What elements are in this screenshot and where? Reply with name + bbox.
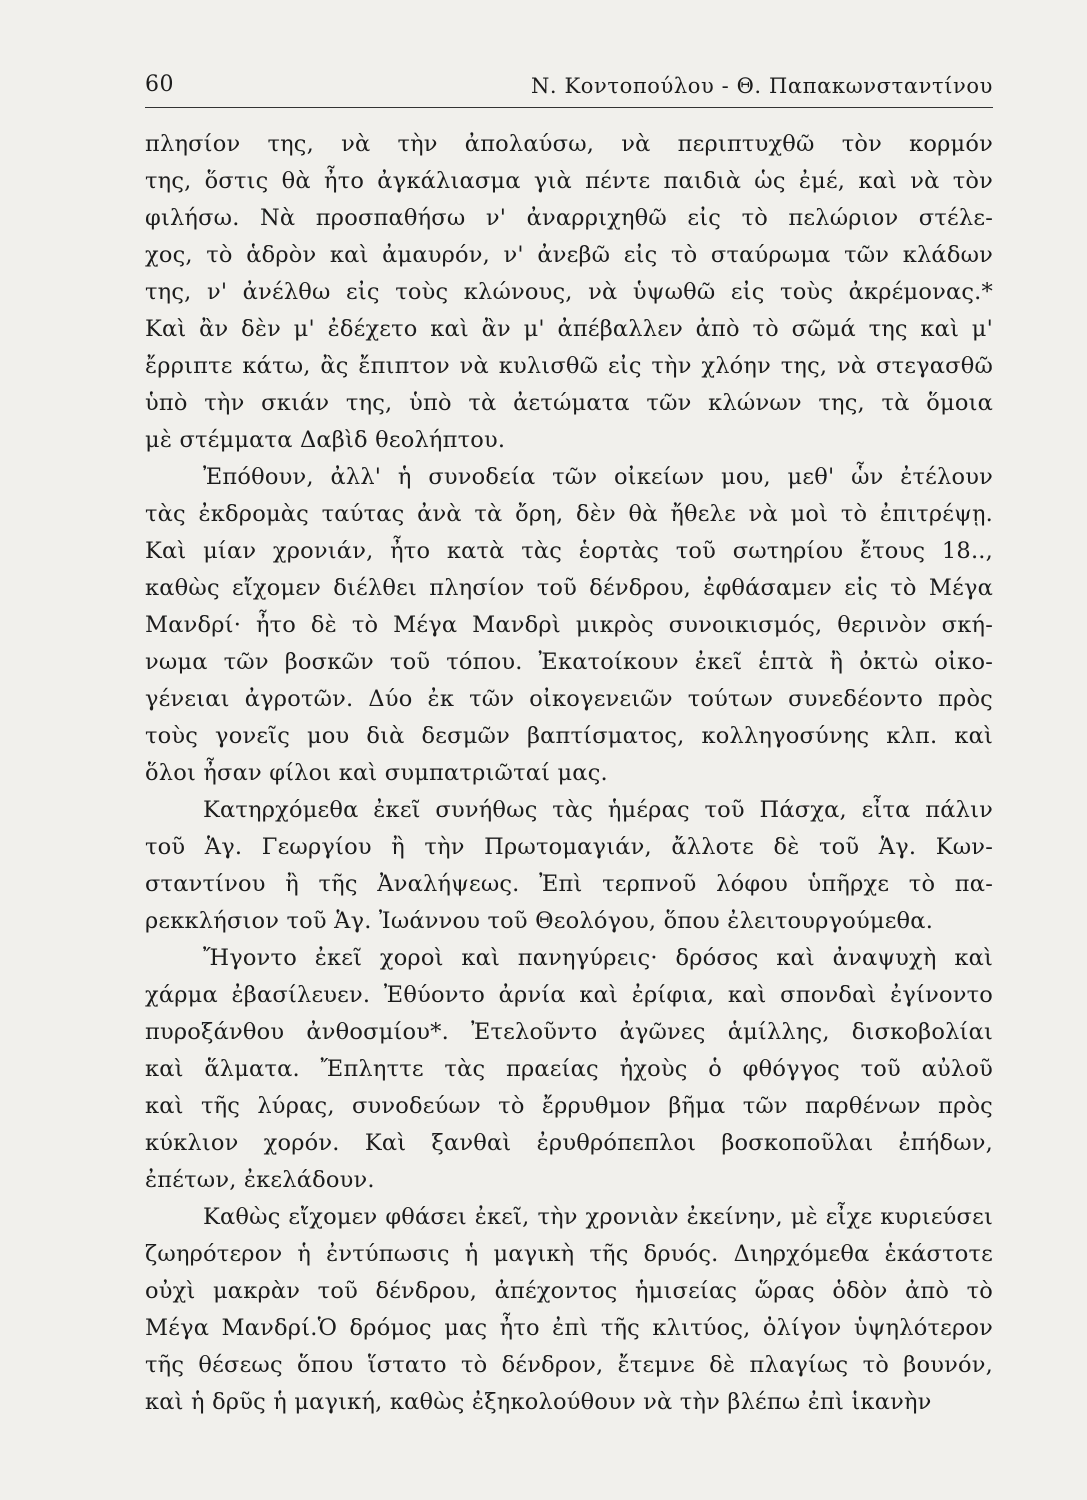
text-line: μὲ στέμματα Δαβὶδ θεολήπτου. [145,427,506,453]
text-line: χος, τὸ ἁδρὸν καὶ ἀμαυρόν, ν' ἀνεβῶ εἰς τὸ σταύρωμα τῶν κλάδων [145,242,993,268]
text-line: τοὺς γονεῖς μου διὰ δεσμῶν βαπτίσματος, κολληγοσύνης κλπ. καὶ [145,723,993,749]
header-rule [145,107,993,108]
page-number: 60 [145,72,174,97]
text-line: καὶ ἡ δρῦς ἡ μαγική, καθὼς ἐξηκολούθουν νὰ τὴν βλέπω ἐπὶ ἱκανὴν [145,1389,932,1415]
text-line: ζωηρότερον ἡ ἐντύπωσις ἡ μαγικὴ τῆς δρυός. Διηρχόμεθα ἑκάστοτε [145,1241,993,1267]
text-line: ὑπὸ τὴν σκιάν της, ὑπὸ τὰ ἀετώματα τῶν κλώνων της, τὰ ὅμοια [145,390,993,416]
text-line: τῆς θέσεως ὅπου ἵστατο τὸ δένδρον, ἔτεμνε δὲ πλαγίως τὸ βουνόν, [145,1352,993,1378]
text-line: Κατηρχόμεθα ἐκεῖ συνήθως τὰς ἡμέρας τοῦ Πάσχα, εἶτα πάλιν [203,797,993,823]
text-line: καὶ τῆς λύρας, συνοδεύων τὸ ἔρρυθμον βῆμα τῶν παρθένων πρὸς [145,1093,993,1119]
text-line: γένειαι ἀγροτῶν. Δύο ἐκ τῶν οἰκογενειῶν τούτων συνεδέοντο πρὸς [145,686,993,712]
text-line: χάρμα ἐβασίλευεν. Ἐθύοντο ἀρνία καὶ ἐρίφια, καὶ σπονδαὶ ἐγίνοντο [145,982,993,1008]
text-line: τοῦ Ἁγ. Γεωργίου ἢ τὴν Πρωτομαγιάν, ἄλλοτε δὲ τοῦ Ἁγ. Κων- [145,834,993,860]
paragraph [145,792,993,940]
text-line: καθὼς εἴχομεν διέλθει πλησίον τοῦ δένδρου, ἐφθάσαμεν εἰς τὸ Μέγα [145,575,993,601]
text-line: Ἤγοντο ἐκεῖ χοροὶ καὶ πανηγύρεις· δρόσος καὶ ἀναψυχὴ καὶ [203,945,993,971]
text-line: πυροξάνθου ἀνθοσμίου*. Ἐτελοῦντο ἀγῶνες ἁμίλλης, δισκοβολίαι [145,1019,993,1045]
text-line: κύκλιον χορόν. Καὶ ξανθαὶ ἐρυθρόπεπλοι βοσκοποῦλαι ἐπήδων, [145,1130,993,1156]
text-line: Ἐπόθουν, ἀλλ' ἡ συνοδεία τῶν οἰκείων μου, μεθ' ὧν ἐτέλουν [203,464,993,490]
text-line: Μανδρί· ἦτο δὲ τὸ Μέγα Μανδρὶ μικρὸς συνοικισμός, θερινὸν σκή- [145,612,993,638]
text-line: ἔρριπτε κάτω, ἂς ἔπιπτον νὰ κυλισθῶ εἰς τὴν χλόην της, νὰ στεγασθῶ [145,353,993,379]
text-line: τὰς ἐκδρομὰς ταύτας ἀνὰ τὰ ὄρη, δὲν θὰ ἤθελε νὰ μοὶ τὸ ἐπιτρέψῃ. [145,501,993,527]
paragraph [145,940,993,1199]
running-head: Ν. Κοντοπούλου - Θ. Παπακωνσταντίνου [530,74,993,98]
text-line: νωμα τῶν βοσκῶν τοῦ τόπου. Ἐκατοίκουν ἐκεῖ ἑπτὰ ἢ ὀκτὼ οἰκο- [145,649,993,675]
text-line: οὐχὶ μακρὰν τοῦ δένδρου, ἀπέχοντος ἡμισείας ὥρας ὁδὸν ἀπὸ τὸ [145,1278,993,1304]
text-line: καὶ ἅλματα. Ἔπληττε τὰς πραείας ἠχοὺς ὁ φθόγγος τοῦ αὐλοῦ [145,1056,993,1082]
body-text [145,126,993,1421]
page-header [145,70,993,104]
text-line: Καὶ μίαν χρονιάν, ἦτο κατὰ τὰς ἑορτὰς τοῦ σωτηρίου ἔτους 18.., [145,538,993,564]
paragraph [145,126,993,459]
text-line: ἐπέτων, ἐκελάδουν. [145,1167,375,1193]
text-line: Καὶ ἂν δὲν μ' ἐδέχετο καὶ ἂν μ' ἀπέβαλλεν ἀπὸ τὸ σῶμά της καὶ μ' [145,316,993,342]
text-line: της, ν' ἀνέλθω εἰς τοὺς κλώνους, νὰ ὑψωθῶ εἰς τοὺς ἀκρέμονας.* [145,279,993,305]
text-line: ρεκκλήσιον τοῦ Ἁγ. Ἰωάννου τοῦ Θεολόγου, ὅπου ἐλειτουργούμεθα. [145,908,934,934]
text-line: της, ὅστις θὰ ἦτο ἀγκάλιασμα γιὰ πέντε παιδιὰ ὡς ἐμέ, καὶ νὰ τὸν [145,168,993,194]
paragraph [145,459,993,792]
text-line: σταντίνου ἢ τῆς Ἀναλήψεως. Ἐπὶ τερπνοῦ λόφου ὑπῆρχε τὸ πα- [145,871,993,897]
text-line: ὅλοι ἦσαν φίλοι καὶ συμπατριῶταί μας. [145,760,608,786]
text-line: πλησίον της, νὰ τὴν ἀπολαύσω, νὰ περιπτυχθῶ τὸν κορμόν [145,131,993,157]
paragraph [145,1199,993,1421]
text-line: Καθὼς εἴχομεν φθάσει ἐκεῖ, τὴν χρονιὰν ἐκείνην, μὲ εἶχε κυριεύσει [203,1204,993,1230]
text-line: φιλήσω. Νὰ προσπαθήσω ν' ἀναρριχηθῶ εἰς τὸ πελώριον στέλε- [145,205,993,231]
text-line: Μέγα Μανδρί.Ὁ δρόμος μας ἦτο ἐπὶ τῆς κλιτύος, ὀλίγον ὑψηλότερον [145,1315,993,1341]
